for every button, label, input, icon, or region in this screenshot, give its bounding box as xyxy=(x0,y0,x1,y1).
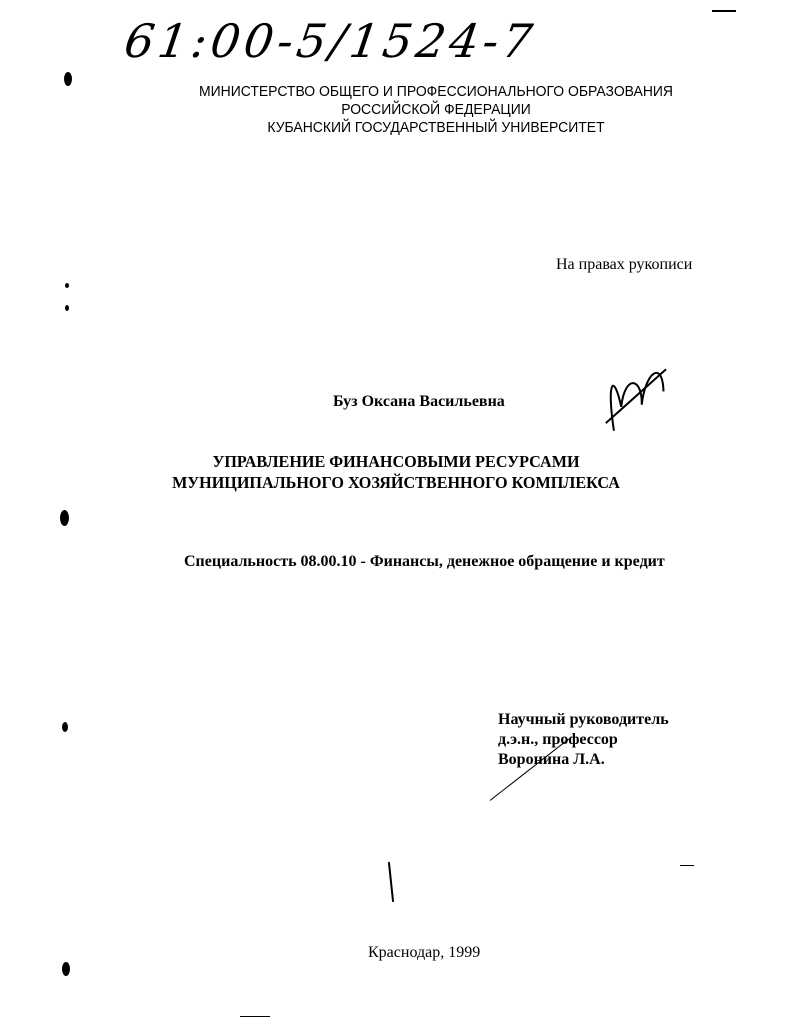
scan-mark xyxy=(64,72,72,86)
scan-mark xyxy=(62,962,70,976)
scan-line xyxy=(240,1016,270,1017)
scan-line xyxy=(712,10,736,12)
scan-mark xyxy=(65,305,69,311)
supervisor-degree: д.э.н., профессор xyxy=(498,731,618,748)
rights-note: На правах рукописи xyxy=(556,256,693,273)
federation-line: РОССИЙСКОЙ ФЕДЕРАЦИИ xyxy=(341,101,531,118)
university-line: КУБАНСКИЙ ГОСУДАРСТВЕННЫЙ УНИВЕРСИТЕТ xyxy=(267,119,605,136)
supervisor-name: Воронина Л.А. xyxy=(498,751,605,768)
scan-mark xyxy=(65,283,69,288)
scan-mark xyxy=(60,510,69,526)
thesis-title-line1: УПРАВЛЕНИЕ ФИНАНСОВЫМИ РЕСУРСАМИ xyxy=(212,452,580,471)
author-name: Буз Оксана Васильевна xyxy=(333,393,505,410)
signature xyxy=(584,347,696,453)
thesis-title-line2: МУНИЦИПАЛЬНОГО ХОЗЯЙСТВЕННОГО КОМПЛЕКСА xyxy=(172,473,620,492)
scan-mark xyxy=(62,722,68,732)
supervisor-label: Научный руководитель xyxy=(498,711,669,728)
city-year: Краснодар, 1999 xyxy=(368,944,481,961)
scan-line xyxy=(680,865,694,866)
archive-number-handwritten: 61:00-5/1524-7 xyxy=(121,14,540,68)
signature-icon xyxy=(584,347,693,444)
specialty: Специальность 08.00.10 - Финансы, денежное обращение и кредит xyxy=(184,553,665,570)
scan-line xyxy=(388,862,394,902)
ministry-line: МИНИСТЕРСТВО ОБЩЕГО И ПРОФЕССИОНАЛЬНОГО ОБРАЗОВАНИЯ xyxy=(198,83,674,100)
